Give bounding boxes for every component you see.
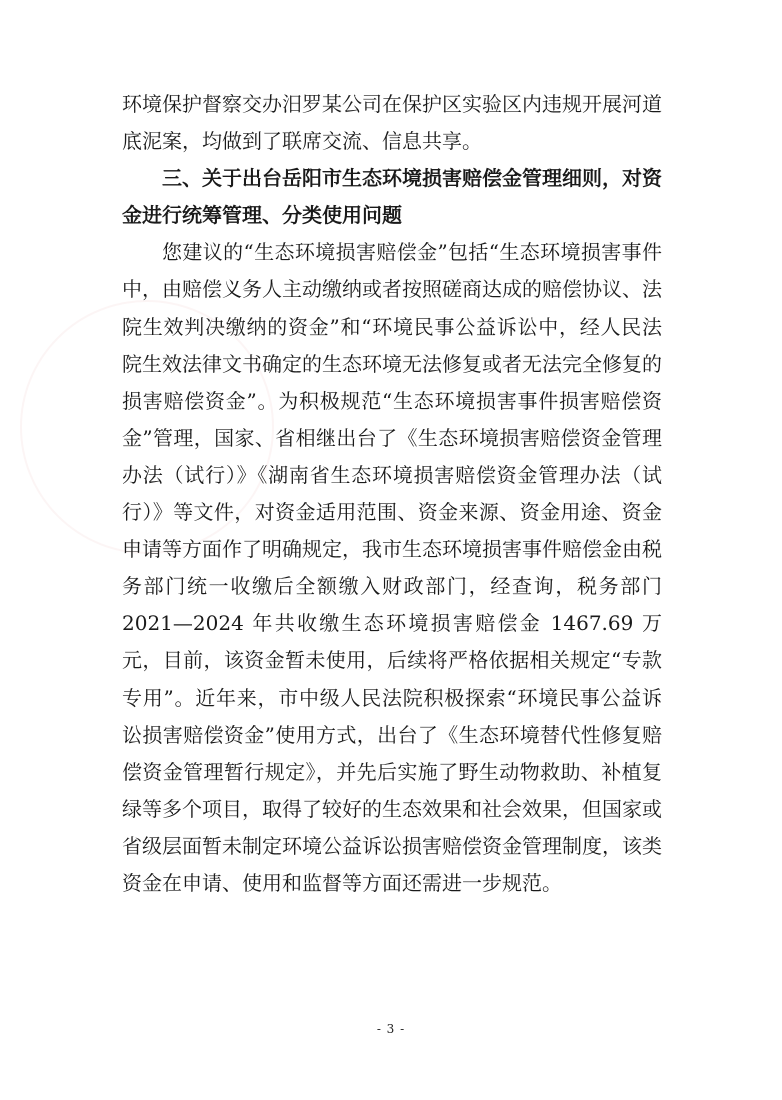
- document-body: [122, 86, 662, 902]
- body-paragraph: 您建议的“生态环境损害赔偿金”包括“生态环境损害事件中，由赔偿义务人主动缴纳或者按照磋商达成的赔偿协议、法院生效判决缴纳的资金”和“环境民事公益诉讼中，经人民法院生效法律文书确定的生态环境无法修复或者无法完全修复的损害赔偿资金”。为积极规范“生态环境损害事件损害赔偿资金”管理，国家、省相继出台了《生态环境损害赔偿资金管理办法（试行）》《湖南省生态环境损害赔偿资金管理办法（试行）》等文件，对资金适用范围、资金来源、资金用途、资金申请等方面作了明确规定，我市生态环境损害事件赔偿金由税务部门统一收缴后全额缴入财政部门，经查询，税务部门 2021—2024 年共收缴生态环境损害赔偿金 1467.69 万元，目前，该资金暂未使用，后续将严格依据相关规定“专款专用”。近年来，市中级人民法院积极探索“环境民事公益诉讼损害赔偿资金”使用方式，出台了《生态环境替代性修复赔偿资金管理暂行规定》，并先后实施了野生动物救助、补植复绿等多个项目，取得了较好的生态效果和社会效果，但国家或省级层面暂未制定环境公益诉讼损害赔偿资金管理制度，该类资金在申请、使用和监督等方面还需进一步规范。: [122, 240, 662, 895]
- page-number: - 3 -: [376, 1022, 406, 1036]
- continuation-paragraph: 环境保护督察交办汨罗某公司在保护区实验区内违规开展河道底泥案，均做到了联席交流、信息共享。: [122, 92, 662, 154]
- section-heading: 三、关于出台岳阳市生态环境损害赔偿金管理细则，对资金进行统筹管理、分类使用问题: [122, 166, 662, 228]
